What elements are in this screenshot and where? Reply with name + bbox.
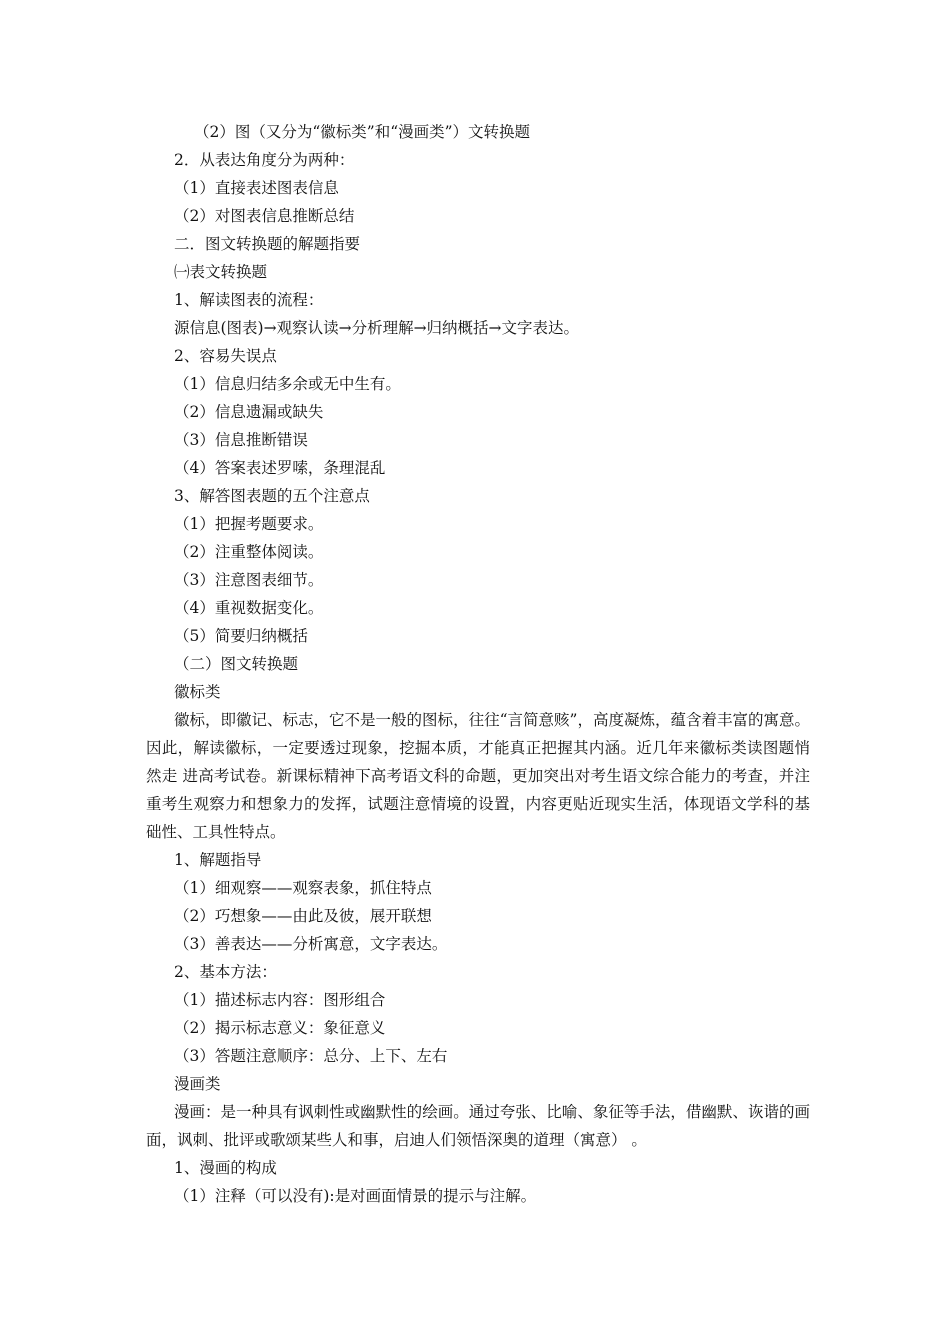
section-heading: 二．图文转换题的解题指要	[174, 235, 361, 253]
text-line: 3、解答图表题的五个注意点	[174, 487, 370, 505]
text-line: （3）注意图表细节。	[174, 571, 324, 589]
text-line: （4）答案表述罗嗦，条理混乱	[174, 459, 386, 477]
subsection-heading: 徽标类	[174, 683, 221, 701]
text-line: 源信息(图表)→观察认读→分析理解→归纳概括→文字表达。	[174, 319, 580, 337]
text-line: 1、解读图表的流程：	[174, 291, 324, 309]
body-paragraph: 徽标，即徽记、标志，它不是一般的图标，往往“言简意赅”，高度凝炼，蕴含着丰富的寓意。因此，解读徽标，一定要透过现象，挖掘本质，才能真正把握其内涵。近几年来徽标类读图题悄然走 进高考试卷。新课标精神下高考语文科的命题，更加突出对考生语文综合能力的考查，并注重考生观察力和想象力的发挥，试题注意情境的设置，内容更贴近现实生活，体现语文学科的基础性、工具性特点。	[146, 711, 810, 841]
text-line: （2）图（又分为“徽标类”和“漫画类”）文转换题	[194, 123, 531, 141]
text-line: （1）把握考题要求。	[174, 515, 324, 533]
text-line: （3）善表达——分析寓意，文字表达。	[174, 935, 448, 953]
text-line: （2）巧想象——由此及彼，展开联想	[174, 907, 432, 925]
subsection-heading: ㈠表文转换题	[174, 263, 268, 281]
text-line: （1）细观察——观察表象，抓住特点	[174, 879, 432, 897]
text-line: （3）信息推断错误	[174, 431, 308, 449]
text-line: （5）简要归纳概括	[174, 627, 308, 645]
text-line: （3）答题注意顺序：总分、上下、左右	[174, 1047, 448, 1065]
body-paragraph: 漫画：是一种具有讽刺性或幽默性的绘画。通过夸张、比喻、象征等手法，借幽默、诙谐的画面，讽刺、批评或歌颂某些人和事，启迪人们领悟深奥的道理（寓意） 。	[146, 1103, 810, 1149]
text-line: （1）注释（可以没有):是对画面情景的提示与注解。	[174, 1187, 537, 1205]
text-line: （2）注重整体阅读。	[174, 543, 324, 561]
text-line: （1）描述标志内容：图形组合	[174, 991, 386, 1009]
text-line: （4）重视数据变化。	[174, 599, 324, 617]
text-line: （2）信息遗漏或缺失	[174, 403, 324, 421]
subsection-heading: 漫画类	[174, 1075, 221, 1093]
text-line: 1、解题指导	[174, 851, 262, 869]
text-line: （2）揭示标志意义：象征意义	[174, 1019, 386, 1037]
subsection-heading: （二）图文转换题	[174, 655, 299, 673]
document-page	[146, 118, 810, 1210]
text-line: 1、漫画的构成	[174, 1159, 277, 1177]
text-line: （1）直接表述图表信息	[174, 179, 339, 197]
text-line: （2）对图表信息推断总结	[174, 207, 355, 225]
text-line: 2．从表达角度分为两种：	[174, 151, 355, 169]
text-line: 2、容易失误点	[174, 347, 277, 365]
text-line: 2、基本方法：	[174, 963, 277, 981]
text-line: （1）信息归结多余或无中生有。	[174, 375, 401, 393]
